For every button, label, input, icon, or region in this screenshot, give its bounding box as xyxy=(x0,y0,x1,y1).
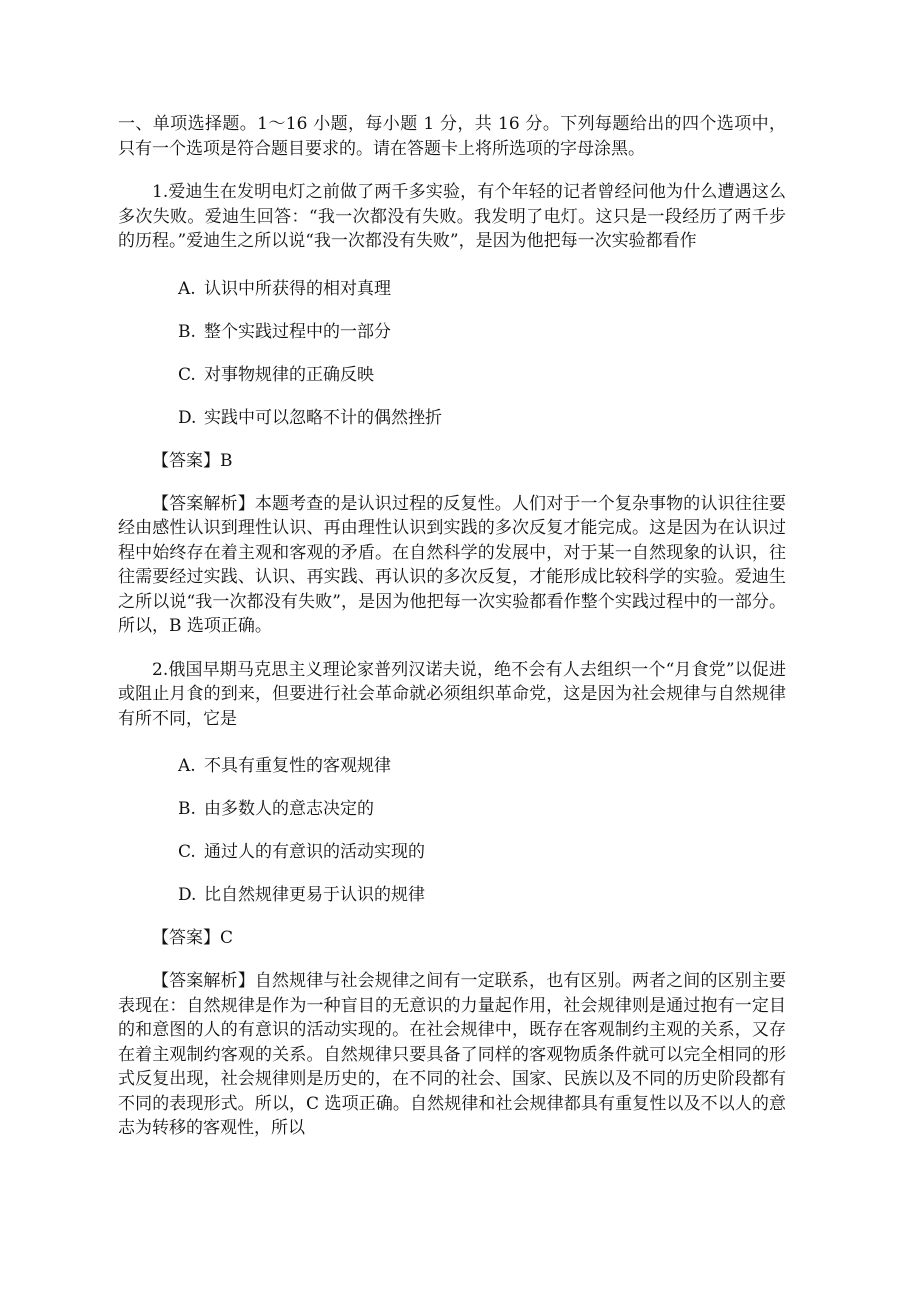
question-2-option-a xyxy=(118,754,786,778)
question-2-option-b xyxy=(118,797,786,821)
option-text: 整个实践过程中的一部分 xyxy=(204,321,391,342)
option-text: 实践中可以忽略不计的偶然挫折 xyxy=(204,407,442,428)
question-1-option-b xyxy=(118,320,786,344)
option-letter: D. xyxy=(178,885,197,905)
document-page xyxy=(118,112,786,1141)
option-text: 通过人的有意识的活动实现的 xyxy=(204,842,425,862)
option-letter: A. xyxy=(178,278,196,299)
question-1-stem: 1.爱迪生在发明电灯之前做了两千多实验，有个年轻的记者曾经问他为什么遭遇这么多次失败。爱迪生回答：“我一次都没有失败。我发明了电灯。这只是一段经历了两千步的历程。”爱迪生之所以说“我一次都没有失败”，是因为他把每一次实验都看作 xyxy=(118,182,786,251)
section-heading: 一、单项选择题。1～16 小题，每小题 1 分，共 16 分。下列每题给出的四个选项中，只有一个选项是符合题目要求的。请在答题卡上将所选项的字母涂黑。 xyxy=(118,114,786,159)
option-letter: C. xyxy=(178,842,196,862)
question-1-explanation: 【答案解析】本题考查的是认识过程的反复性。人们对于一个复杂事物的认识往往要经由感性认识到理性认识、再由理性认识到实践的多次反复才能完成。这是因为在认识过程中始终存在着主观和客观的矛盾。在自然科学的发展中，对于某一自然现象的认识，往往需要经过实践、认识、再实践、再认识的多次反复，才能形成比较科学的实验。爱迪生之所以说“我一次都没有失败”，是因为他把每一次实验都看作整个实践过程中的一部分。所以，B 选项正确。 xyxy=(118,493,786,636)
question-2-answer: 【答案】C xyxy=(152,928,234,948)
option-letter: B. xyxy=(178,321,196,342)
question-1-option-c xyxy=(118,363,786,387)
option-text: 对事物规律的正确反映 xyxy=(204,364,374,385)
question-1-option-a xyxy=(118,277,786,301)
option-text: 比自然规律更易于认识的规律 xyxy=(204,885,425,905)
option-text: 不具有重复性的客观规律 xyxy=(204,756,391,776)
option-letter: B. xyxy=(178,799,196,819)
option-letter: C. xyxy=(178,364,196,385)
option-letter: D. xyxy=(178,407,197,428)
question-2-explanation: 【答案解析】自然规律与社会规律之间有一定联系，也有区别。两者之间的区别主要表现在：自然规律是作为一种盲目的无意识的力量起作用，社会规律则是通过抱有一定目的和意图的人的有意识的活动实现的。在社会规律中，既存在客观制约主观的关系，又存在着主观制约客观的关系。自然规律只要具备了同样的客观物质条件就可以完全相同的形式反复出现，社会规律则是历史的，在不同的社会、国家、民族以及不同的历史阶段都有不同的表现形式。所以，C 选项正确。自然规律和社会规律都具有重复性以及不以人的意志为转移的客观性，所以 xyxy=(118,971,786,1138)
option-text: 由多数人的意志决定的 xyxy=(204,799,374,819)
option-letter: A. xyxy=(178,756,196,776)
question-1-option-d xyxy=(118,406,786,430)
option-text: 认识中所获得的相对真理 xyxy=(204,278,391,299)
question-1-answer: 【答案】B xyxy=(152,450,233,471)
question-2-option-d xyxy=(118,883,786,907)
question-2-option-c xyxy=(118,840,786,864)
question-2-stem: 2.俄国早期马克思主义理论家普列汉诺夫说，绝不会有人去组织一个“月食党”以促进或阻止月食的到来，但要进行社会革命就必须组织革命党，这是因为社会规律与自然规律有所不同，它是 xyxy=(118,659,786,729)
